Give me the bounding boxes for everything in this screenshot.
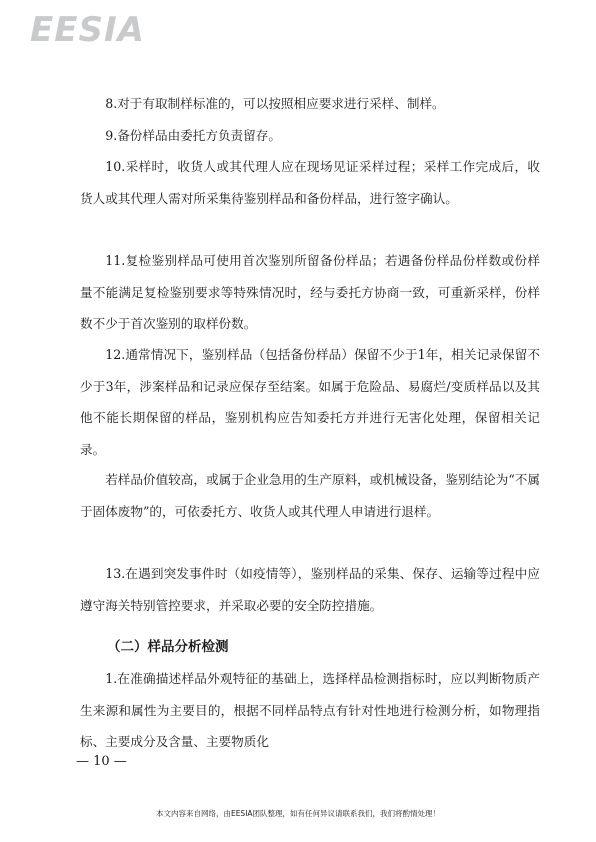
- paragraph-12: 12.通常情况下，鉴别样品（包括备份样品）保留不少于1年，相关记录保留不少于3年，涉案样品和记录应保存至结案。如属于危险品、易腐烂/变质样品以及其他不能长期保留的样品，鉴别机构应告知委托方并进行无害化处理，保留相关记录。: [80, 347, 540, 457]
- paragraph-analysis-1: 1.在准确描述样品外观特征的基础上，选择样品检测指标时，应以判断物质产生来源和属性为主要目的，根据不同样品特点有针对性地进行检测分析，如物理指标、主要成分及含量、主要物质化: [80, 671, 540, 749]
- paragraph-return-samples: 若样品价值较高，或属于企业急用的生产原料，或机械设备，鉴别结论为“不属于固体废物”的，可依委托方、收货人或其代理人申请进行退样。: [80, 472, 540, 519]
- page-number: — 10 —: [76, 754, 127, 769]
- paragraph-8: 8.对于有取制样标准的，可以按照相应要求进行采样、制样。: [105, 96, 445, 111]
- section-heading-sample-analysis: （二）样品分析检测: [107, 639, 229, 655]
- paragraph-10: 10.采样时，收货人或其代理人应在现场见证采样过程；采样工作完成后，收货人或其代理人需对所采集待鉴别样品和备份样品，进行签字确认。: [80, 159, 540, 206]
- paragraph-13: 13.在遇到突发事件时（如疫情等），鉴别样品的采集、保存、运输等过程中应遵守海关特别管控要求，并采取必要的安全防控措施。: [80, 566, 540, 613]
- footer-disclaimer: 本文内容来自网络，由EESIA团队整理，如有任何异议请联系我们，我们将酌情处理！: [155, 809, 441, 818]
- paragraph-11: 11.复检鉴别样品可使用首次鉴别所留备份样品；若遇备份样品份样数或份样量不能满足复检鉴别要求等特殊情况时，经与委托方协商一致，可重新采样，份样数不少于首次鉴别的取样份数。: [80, 253, 540, 331]
- paragraph-9: 9.备份样品由委托方负责留存。: [105, 128, 281, 143]
- eesia-logo: EESIA: [30, 10, 145, 50]
